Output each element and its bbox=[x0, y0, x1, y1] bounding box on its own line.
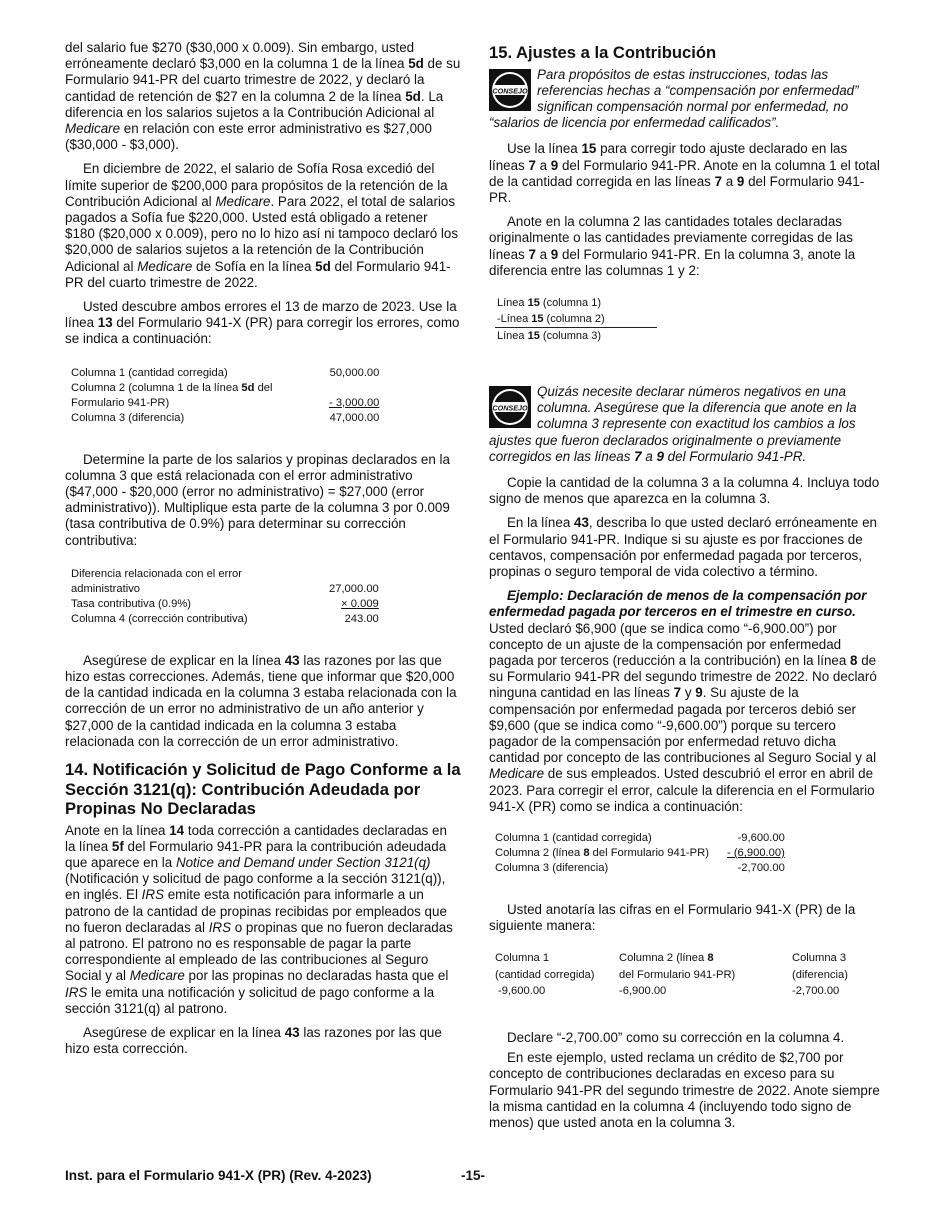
paragraph: Determine la parte de los salarios y propinas declarados en la columna 3 que está relacionada con el error administrativo ($47,000 - $20,000 (error no administrativo) = $27,000 (error administrativo)). Multiplique esta parte de la columna 3 por 0.009 (tasa contributiva de 0.9%) para determinar su corrección contributiva: bbox=[65, 451, 450, 548]
section-heading-14: 14. Notificación y Solicitud de Pago Conforme a la Sección 3121(q): Contribución Adeudada por Propinas No Declaradas bbox=[65, 760, 461, 819]
right-column bbox=[489, 40, 885, 1139]
table-row: Columna 3 (diferencia) -2,700.00 bbox=[495, 862, 785, 875]
paragraph: Use la línea 15 para corregir todo ajuste declarado en las líneas 7 a 9 del Formulario 941-PR. Anote en la columna 1 el total de la cantidad corregida en las líneas 7 a 9 del Formulario 941-PR. bbox=[489, 141, 880, 205]
line-15-table bbox=[495, 295, 657, 344]
svg-text:CONSEJO: CONSEJO bbox=[492, 86, 528, 95]
consejo-icon bbox=[489, 69, 531, 111]
paragraph: Anote en la columna 2 las cantidades totales declaradas originalmente o las cantidades previamente corregidas de las líneas 7 a 9 del Formulario 941-PR. En la columna 3, anote la diferencia entre las columnas 1 y 2: bbox=[489, 214, 856, 278]
paragraph: Ejemplo: Declaración de menos de la compensación por enfermedad pagada por terceros en el trimestre en curso. Usted declaró $6,900 (que se indica como “-6,900.00”) por concepto de un ajuste de la compensación por enfermedad pagada por terceros (reducción a la contribución) en la línea 8 de su Formulario 941-PR del segundo trimestre de 2022. No declaró ninguna cantidad en las líneas 7 y 9. Su ajuste de la compensación por enfermedad pagada por terceros debió ser $9,600 (que se indica como “-9,600.00”) porque su tercero pagador de la compensación por enfermedad retuvo dicha cantidad por concepto de las contribuciones al Seguro Social y al Medicare de sus empleados. Usted descubrió el error en abril de 2023. Para corregir el error, calcule la diferencia en el Formulario 941-X (PR) como se indica a continuación: bbox=[489, 588, 877, 814]
form-entry-table bbox=[495, 950, 855, 1000]
paragraph: Declare “-2,700.00” como su corrección en la columna 4. bbox=[507, 1029, 845, 1045]
table-row: Columna 1 Columna 2 (línea 8 Columna 3 bbox=[495, 952, 847, 965]
paragraph: del salario fue $270 ($30,000 x 0.009). Sin embargo, usted erróneamente declaró $3,000 en la columna 1 de la línea 5d de su Formulario 941-PR del cuarto trimestre de 2022, y declaró la cantidad de retención de $27 en la columna 2 de la línea 5d. La diferencia en los salarios sujetos a la Contribución Adicional al Medicare en relación con este error administrativo es $27,000 ($30,000 - $3,000). bbox=[65, 40, 461, 153]
table-row: Columna 3 (diferencia) 47,000.00 bbox=[71, 411, 380, 424]
table-row: Columna 2 (línea 8 del Formulario 941-PR) - (6,900.00) bbox=[495, 847, 785, 860]
table-row: Línea 15 (columna 1) bbox=[497, 296, 601, 309]
table-row: -Línea 15 (columna 2) bbox=[495, 311, 657, 328]
svg-text:CONSEJO: CONSEJO bbox=[492, 403, 528, 413]
tip-box: CONSEJO Para propósitos de estas instrucciones, todas las referencias hechas a “compensación por enfermedad” significan compensación normal por enfermedad, no “salarios de licencia por enfermedad calificados”. bbox=[489, 66, 859, 131]
table-row: Diferencia relacionada con el error administrativo 27,000.00 bbox=[71, 567, 379, 595]
paragraph: Asegúrese de explicar en la línea 43 las razones por las que hizo esta corrección. bbox=[65, 1025, 442, 1057]
table-row: Columna 4 (corrección contributiva) 243.00 bbox=[71, 612, 379, 625]
consejo-icon bbox=[489, 386, 531, 428]
left-column bbox=[65, 40, 461, 1065]
table-row: Línea 15 (columna 3) bbox=[497, 329, 601, 342]
table-row: (cantidad corregida) del Formulario 941-PR) (diferencia) bbox=[495, 968, 848, 981]
paragraph: En diciembre de 2022, el salario de Sofía Rosa excedió del límite superior de $200,000 para propósitos de la retención de la Contribución Adicional al Medicare. Para 2022, el total de salarios pagados a Sofía fue $220,000. Usted está obligado a retener $180 ($20,000 x 0.009), pero no lo hizo así ni tampoco declaró los $20,000 de salarios sujetos a la retención de la Contribución Adicional al Medicare de Sofía en la línea 5d del Formulario 941-PR del cuarto trimestre de 2022. bbox=[65, 161, 459, 290]
paragraph: En la línea 43, describa lo que usted declaró erróneamente en el Formulario 941-PR. Indique si su ajuste es por fracciones de centavos, compensación por enfermedad pagada por terceros, propinas o seguro temporal de vida colectivo a término. bbox=[489, 515, 877, 579]
table-row: -9,600.00 -6,900.00 -2,700.00 bbox=[498, 985, 840, 998]
table-row: Tasa contributiva (0.9%) × 0.009 bbox=[71, 597, 379, 610]
paragraph: En este ejemplo, usted reclama un crédito de $2,700 por concepto de contribuciones declaradas en exceso para su Formulario 941-PR del segundo trimestre de 2022. Anote siempre la misma cantidad en la columna 4 (incluyendo todo signo de menos) que usted anota en la columna 3. bbox=[489, 1050, 880, 1130]
paragraph: Anote en la línea 14 toda corrección a cantidades declaradas en la línea 5f del Formulario 941-PR para la contribución adeudada que aparece en la Notice and Demand under Section 3121(q) (Notificación y solicitud de pago conforme a la sección 3121(q)), en inglés. El IRS emite esta notificación para informarle a un patrono de la cantidad de propinas recibidas por empleados que no fueron declaradas al IRS o propinas que no fueron declaradas al patrono. El patrono no es responsable de pagar la parte correspondiente al empleado de las contribuciones al Seguro Social y al Medicare por las propinas no declaradas hasta que el IRS le emita una notificación y solicitud de pago conforme a la sección 3121(q) al patrono. bbox=[65, 822, 453, 1016]
tip-box: CONSEJO Quizás necesite declarar números negativos en una columna. Asegúrese que la diferencia que anote en la columna 3 represente con exactitud los cambios a los ajustes que fueron declarados originalmente o previamente corregidos en las líneas 7 a 9 del Formulario 941-PR. bbox=[489, 383, 857, 464]
paragraph: Asegúrese de explicar en la línea 43 las razones por las que hizo estas correcciones. Además, tiene que informar que $20,000 de la cantidad indicada en la columna 3 estaba relacionada con la corrección de un error no administrativo de un año anterior y $27,000 de la cantidad indicada en la columna 3 estaba relacionada con la corrección de un error administrativo. bbox=[65, 652, 457, 749]
section-heading-15: 15. Ajustes a la Contribución bbox=[489, 43, 717, 62]
paragraph: Usted anotaría las cifras en el Formulario 941-X (PR) de la siguiente manera: bbox=[489, 902, 856, 934]
paragraph: Usted descubre ambos errores el 13 de marzo de 2023. Use la línea 13 del Formulario 941-X (PR) para corregir los errores, como se indica a continuación: bbox=[65, 299, 460, 347]
table-row: Columna 1 (cantidad corregida) 50,000.00 bbox=[71, 366, 380, 379]
tax-correction-table bbox=[71, 567, 379, 627]
table-row: Columna 1 (cantidad corregida) -9,600.00 bbox=[495, 832, 785, 845]
table-row: Columna 2 (columna 1 de la línea 5d del Formulario 941-PR) - 3,000.00 bbox=[71, 381, 380, 409]
footer-form-title: Inst. para el Formulario 941-X (PR) (Rev. 4-2023) bbox=[65, 1168, 372, 1183]
difference-table bbox=[495, 831, 785, 876]
correction-table bbox=[71, 366, 379, 426]
page-number: -15- bbox=[461, 1168, 486, 1183]
paragraph: Copie la cantidad de la columna 3 a la columna 4. Incluya todo signo de menos que aparezca en la columna 3. bbox=[489, 474, 880, 507]
